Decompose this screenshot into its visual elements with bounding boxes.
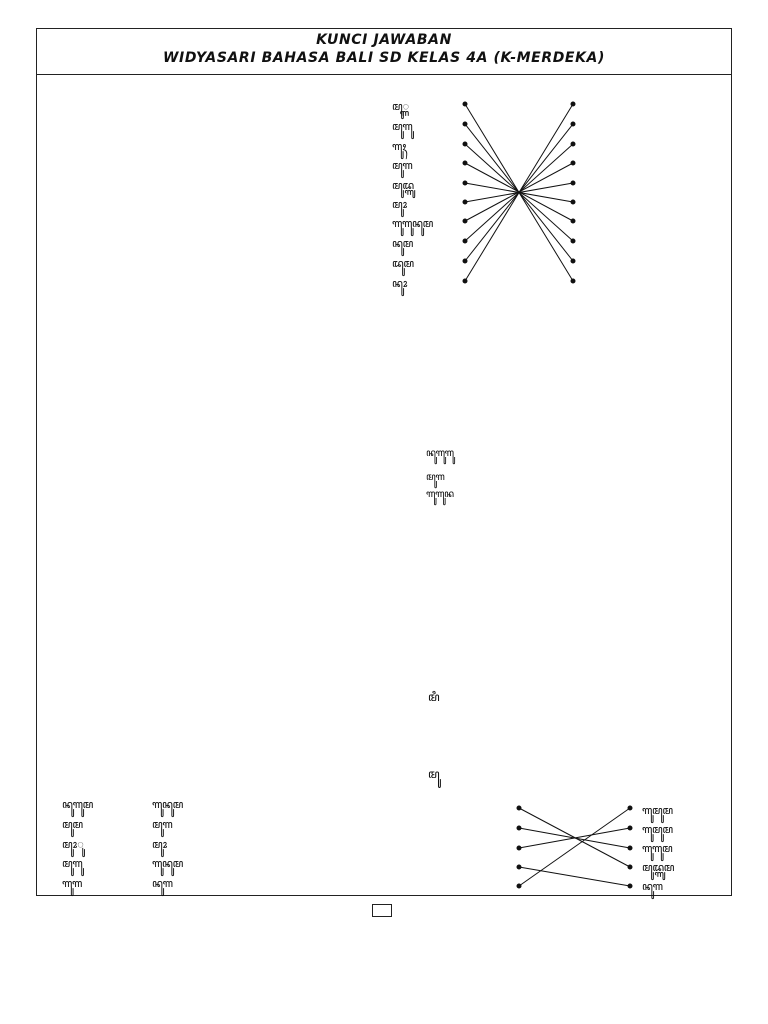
bottom-right-word-3: ꦒꦸꦒꦸꦩ bbox=[642, 842, 673, 855]
match-word-5: ꦩꦸꦢ꧀ꦒꦸ bbox=[392, 179, 414, 192]
match-word-3: ꦒꦸꦃ bbox=[392, 140, 406, 153]
bottom-col1-word-4: ꦩꦸꦒꦸ bbox=[62, 857, 83, 870]
middle-line-2: ꦩꦸꦒ bbox=[426, 472, 445, 483]
match-word-2: ꦩꦸꦒꦸ bbox=[392, 120, 413, 133]
top-right-dots bbox=[571, 102, 575, 283]
match-word-7: ꦒꦸꦒꦸꦤꦸꦩ bbox=[392, 217, 433, 230]
match-word-8: ꦤꦸꦩ bbox=[392, 237, 413, 250]
bottom-connector-lines bbox=[519, 808, 630, 886]
page-subtitle: WIDYASARI BAHASA BALI SD KELAS 4A (K-MERDEKA) bbox=[163, 50, 605, 66]
bottom-col1-word-3: ꦩꦸꦴꦸ bbox=[62, 838, 84, 851]
bottom-connector bbox=[519, 867, 630, 886]
bottom-right-word-1: ꦒꦸꦩꦸꦩ bbox=[642, 804, 673, 817]
bottom-col2-word-5: ꦤꦸꦒ bbox=[152, 877, 173, 890]
bottom-right-word-4: ꦩꦸꦢ꧀ꦒꦸꦩ bbox=[642, 861, 675, 874]
match-word-10: ꦤꦸꦴ bbox=[392, 277, 408, 290]
bottom-right-word-5: ꦤꦸꦒ bbox=[642, 880, 663, 893]
middle-line-3: ꦒꦸꦒꦸꦤ bbox=[426, 489, 454, 500]
match-word-1: ꦩꦸ꧀ꦒ bbox=[392, 100, 409, 113]
bottom-connector bbox=[519, 808, 630, 886]
bottom-right-dots bbox=[628, 806, 632, 888]
bottom-col1-word-5: ꦒꦸꦒ bbox=[62, 877, 83, 890]
bottom-right-word-2: ꦒꦸꦩꦸꦩ bbox=[642, 823, 673, 836]
bottom-left-dots bbox=[517, 806, 521, 888]
middle-line-1: ꦤꦸꦒꦸꦒꦸ bbox=[426, 448, 454, 459]
page-number-box bbox=[372, 904, 392, 917]
bottom-col2-word-2: ꦩꦸꦒ bbox=[152, 818, 173, 831]
bottom-col2-word-3: ꦩꦸꦴ bbox=[152, 838, 167, 851]
top-left-dots bbox=[463, 102, 467, 283]
bottom-col2-word-1: ꦒꦸꦤꦸꦩ bbox=[152, 798, 183, 811]
match-word-4: ꦩꦸꦒ bbox=[392, 159, 413, 172]
answer-b: ꦩꦸ bbox=[428, 767, 440, 781]
bottom-col2-word-4: ꦒꦸꦤꦸꦩ bbox=[152, 857, 183, 870]
page-title: KUNCI JAWABAN bbox=[316, 32, 452, 48]
answer-a: ꦩꦶ bbox=[428, 690, 440, 704]
match-word-9: ꦢꦸꦩ bbox=[392, 257, 414, 270]
top-connector-lines bbox=[465, 104, 573, 281]
bottom-col1-word-1: ꦤꦸꦒꦸꦩ bbox=[62, 798, 93, 811]
match-word-6: ꦩꦸꦴ bbox=[392, 198, 407, 211]
bottom-col1-word-2: ꦩꦸꦩ bbox=[62, 818, 83, 831]
